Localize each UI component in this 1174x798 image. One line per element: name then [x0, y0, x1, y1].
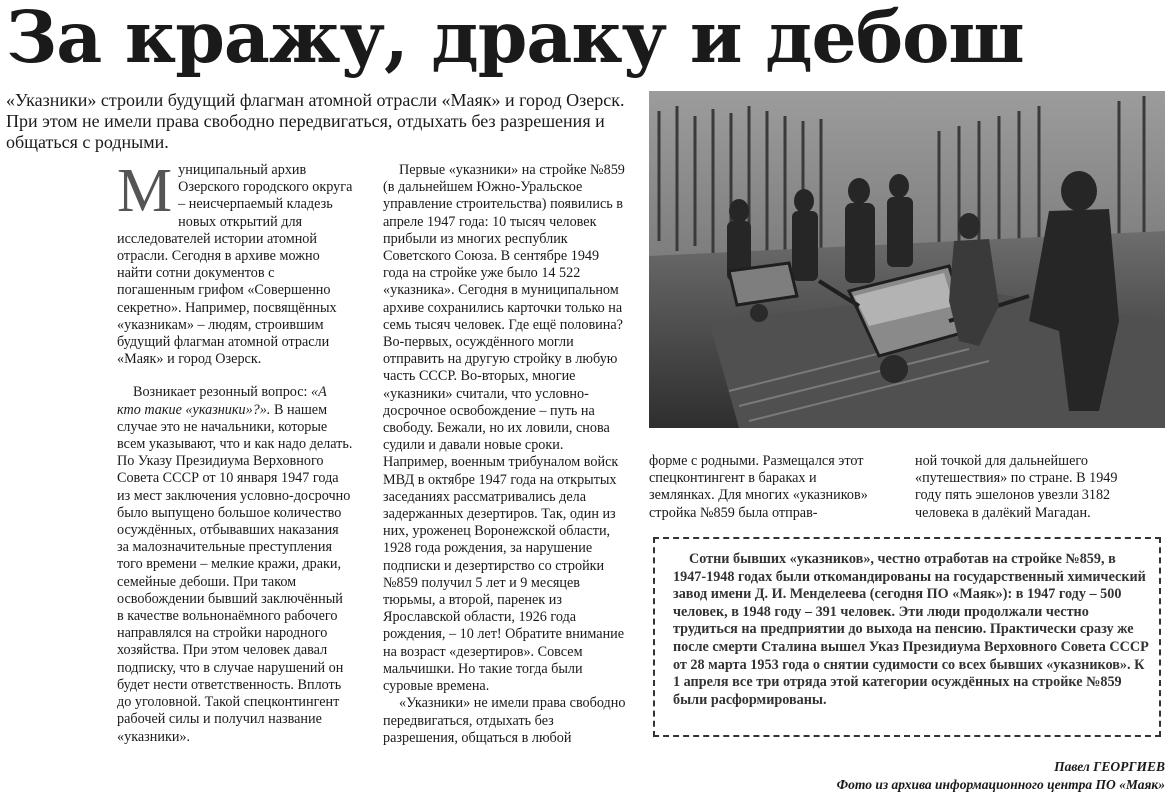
intro-text: униципальный архив Озерского городского округа – неисчерпаемый кладезь новых открытий для исследователей истории атомной отрасли. Сегодня в архиве можно найти сотни документов с погашенным грифом «Совершенно секретно». Например, посвящённых «указникам» – людям, строившим будущий флагман атомной отрасли «Маяк» и город Озерск.	[117, 162, 353, 368]
column-3-text: форме с родными. Размещался этот спецконтингент в бараках и землянках. Для многих «указников» стройка №859 была отправ-	[649, 453, 868, 521]
question-italic: «А кто такие «указники»?».	[117, 384, 327, 418]
column-2	[383, 162, 626, 747]
column-1	[117, 157, 353, 746]
question-paragraph	[117, 384, 353, 745]
headline: За кражу, драку и дебош	[6, 0, 1024, 79]
lead-paragraph: «Указники» строили будущий флагман атомной отрасли «Маяк» и город Озерск. При этом не имели права свободно передвигаться, отдыхать без разрешения и общаться с родными.	[6, 90, 625, 152]
column-4-text: ной точкой для дальнейшего «путешествия» по стране. В 1949 году пять эшелонов увезли 3182 человека в далёкий Магадан.	[915, 453, 1118, 521]
rights-paragraph: «Указники» не имели права свободно передвигаться, отдыхать без разрешения, общаться в любой	[383, 695, 626, 746]
archive-photo	[649, 91, 1165, 428]
sidebar-box	[653, 537, 1161, 737]
sidebar-text: Сотни бывших «указников», честно отработав на стройке №859, в 1947-1948 годах были откомандированы на государственный химический завод имени Д. И. Менделеева (сегодня ПО «Маяк»): в 1947 году – 500 человек, в 1948 году – 391 человек. Эти люди продолжали честно трудиться на предприятии до выхода на пенсию. Практически сразу же после смерти Сталина вышел Указ Президиума Верховного Совета СССР от 28 марта 1953 года о снятии судимости со всех бывших «указников». К 1 апреля все три отряда этой категории осуждённых на стройке №859 были расформированы.	[673, 551, 1149, 708]
question-lead: Возникает резонный вопрос:	[133, 384, 312, 401]
question-answer: В нашем случае это не начальники, которые всем указывают, что и как надо делать. По Указу Президиума Верховного Совета СССР от 10 января 1947 года из мест заключения условно-досрочно было выпущено большое количество осуждённых, отбывавших наказания за малозначительные преступления того времени – мелкие кражи, драки, семейные дебоши. При таком освобождении бывший заключённый в качестве вольнонаёмного рабочего направлялся на стройки народного хозяйства. При этом человек давал подписку, что в случае нарушений он будет нести ответственность. Вплоть до уголовной. Такой спецконтингент рабочей силы и получил название «указники».	[117, 401, 353, 745]
byline	[837, 758, 1165, 794]
first-ukazniki-paragraph: Первые «указники» на стройке №859 (в дальнейшем Южно-Уральское управление строительства) появились в апреле 1947 года: 10 тысяч человек прибыли из многих республик Советского Союза. В сентябре 1949 года на стройке уже было 14 522 «указника». Сегодня в муниципальном архиве сохранились карточки только на семь тысяч человек. Где ещё половина? Во-первых, осуждённого могли отправить на другую стройку в любую часть СССР. Во-вторых, многие «указники» считали, что условно-досрочное освобождение – путь на свободу. Бежали, но их ловили, снова судили и давали новые сроки. Например, военным трибуналом войск МВД в октябре 1947 года на открытых заседаниях рассматривались дела задержанных дезертиров. Так, один из них, уроженец Воронежской области, 1928 года рождения, за нарушение подписки и дезертирство со стройки №859 получил 5 лет и 9 месяцев тюрьмы, а второй, паренек из Ярославской области, 1926 года рождения, – 10 лет! Обратите внимание на возраст «дезертиров». Совсем мальчишки. Но такие тогда были суровые времена.	[383, 162, 625, 695]
column-3	[649, 453, 881, 522]
photo-credit: Фото из архива информационного центра ПО «Маяк»	[836, 777, 1165, 792]
column-4	[915, 453, 1147, 522]
author-name: Павел ГЕОРГИЕВ	[1054, 759, 1165, 774]
drop-cap: М	[117, 157, 173, 225]
workers-with-wheelbarrows-photo	[649, 91, 1165, 428]
intro-paragraph	[117, 157, 353, 368]
